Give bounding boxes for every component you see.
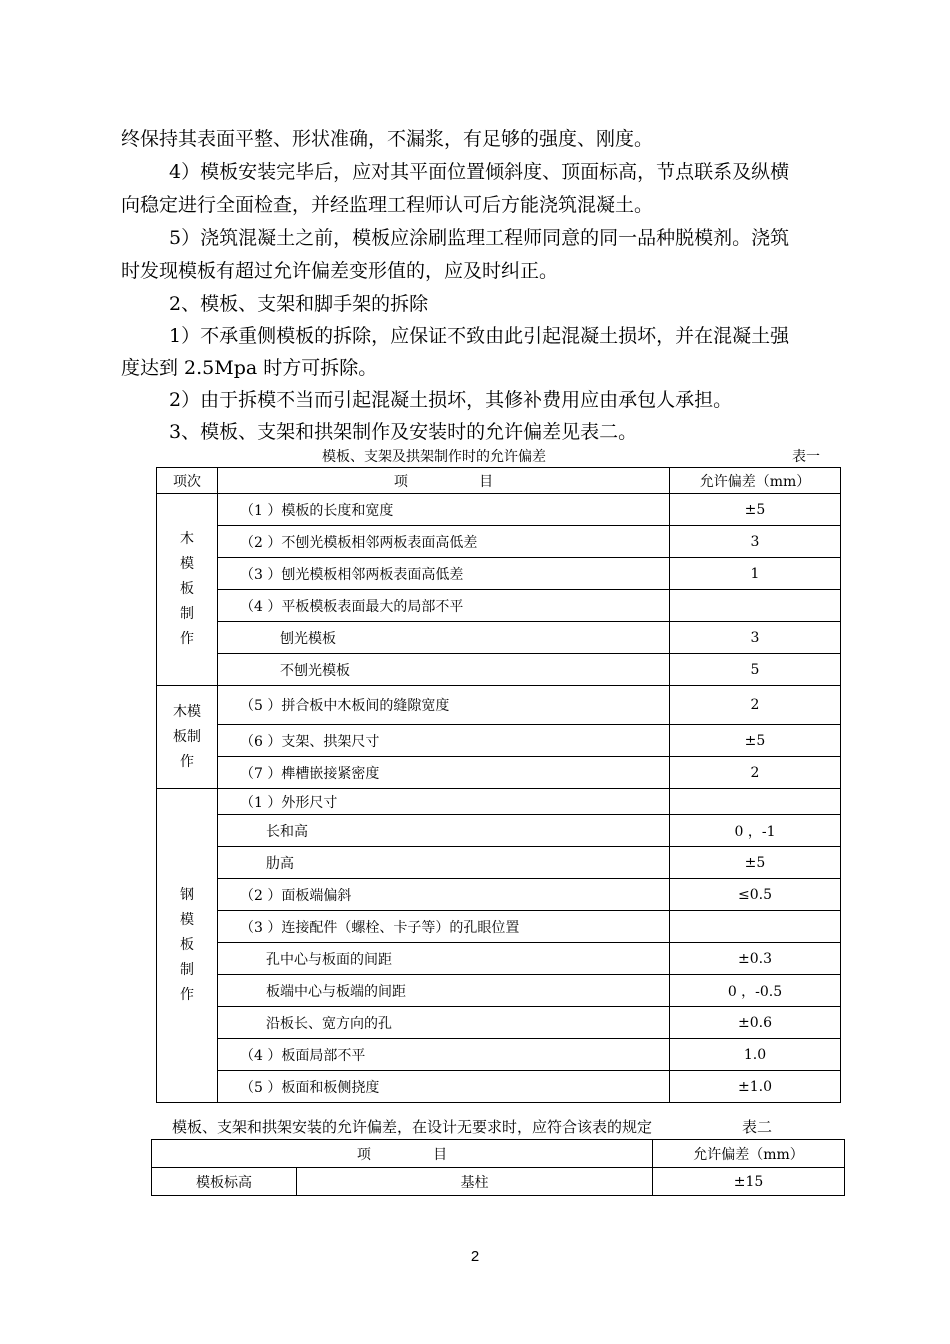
row-item: 不刨光模板 — [218, 654, 670, 686]
table-row — [157, 847, 841, 879]
tolerance-table-fabrication — [156, 467, 841, 1103]
table2-caption: 模板、支架和拱架安装的允许偏差，在设计无要求时，应符合该表的规定 — [172, 1118, 653, 1136]
row-tolerance — [670, 789, 841, 815]
table-header-row — [152, 1140, 845, 1168]
row-tolerance: 2 — [670, 757, 841, 789]
row-item: （7 ）榫槽嵌接紧密度 — [218, 757, 670, 789]
row-item: （3 ）连接配件（螺栓、卡子等）的孔眼位置 — [218, 911, 670, 943]
row-item: （3 ）刨光模板相邻两板表面高低差 — [218, 558, 670, 590]
row-tolerance: ±5 — [670, 847, 841, 879]
row-tolerance: 2 — [670, 686, 841, 725]
table-row — [157, 686, 841, 725]
table-row — [157, 789, 841, 815]
body-line-7: 1）不承重侧模板的拆除，应保证不致由此引起混凝土损坏，并在混凝土强 — [169, 325, 790, 347]
row-item: （4 ）平板模板表面最大的局部不平 — [218, 590, 670, 622]
table1-caption: 模板、支架及拱架制作时的允许偏差 — [322, 449, 546, 465]
table-row — [157, 622, 841, 654]
row-tolerance: 0 ，-0.5 — [670, 975, 841, 1007]
group-wood-formwork-2: 木模 板制 作 — [157, 686, 218, 789]
page-number: 2 — [470, 1248, 480, 1265]
row-tolerance: ±0.3 — [670, 943, 841, 975]
body-line-2: 4）模板安装完毕后，应对其平面位置倾斜度、顶面标高，节点联系及纵横 — [169, 161, 790, 183]
table-row — [157, 526, 841, 558]
header-index: 项次 — [157, 468, 218, 494]
tolerance-table-installation — [151, 1139, 845, 1196]
body-line-9: 2）由于拆模不当而引起混凝土损坏，其修补费用应由承包人承担。 — [169, 389, 733, 411]
body-line-1: 终保持其表面平整、形状准确，不漏浆，有足够的强度、刚度。 — [121, 128, 654, 150]
table-header-row — [157, 468, 841, 494]
row-item: （5 ）板面和板侧挠度 — [218, 1071, 670, 1103]
table-row — [157, 757, 841, 789]
body-line-3: 向稳定进行全面检查，并经监理工程师认可后方能浇筑混凝土。 — [121, 194, 654, 216]
row-item: （2 ）面板端偏斜 — [218, 879, 670, 911]
table-row — [157, 879, 841, 911]
group-steel-formwork: 钢 模 板 制 作 — [157, 789, 218, 1103]
header-item: 项 目 — [218, 468, 670, 494]
row-tolerance: ±0.6 — [670, 1007, 841, 1039]
row-tolerance: 1 — [670, 558, 841, 590]
table-row — [157, 590, 841, 622]
row-tolerance: 3 — [670, 526, 841, 558]
group-wood-formwork: 木 模 板 制 作 — [157, 494, 218, 686]
table-row — [157, 975, 841, 1007]
row-category: 模板标高 — [152, 1168, 297, 1196]
section-heading-tolerance: 3、模板、支架和拱架制作及安装时的允许偏差见表二。 — [169, 421, 638, 443]
row-item: （5 ）拼合板中木板间的缝隙宽度 — [218, 686, 670, 725]
row-tolerance: ±5 — [670, 725, 841, 757]
row-item: （1 ）模板的长度和宽度 — [218, 494, 670, 526]
body-line-4: 5）浇筑混凝土之前，模板应涂刷监理工程师同意的同一品种脱模剂。浇筑 — [169, 227, 790, 249]
row-tolerance: 1.0 — [670, 1039, 841, 1071]
table-row — [157, 654, 841, 686]
row-tolerance: ≤0.5 — [670, 879, 841, 911]
row-tolerance — [670, 911, 841, 943]
row-item: （2 ）不刨光模板相邻两板表面高低差 — [218, 526, 670, 558]
row-item: 刨光模板 — [218, 622, 670, 654]
table-row — [157, 1007, 841, 1039]
row-item: 沿板长、宽方向的孔 — [218, 1007, 670, 1039]
header-tolerance: 允许偏差（mm） — [653, 1140, 845, 1168]
table-row — [157, 1071, 841, 1103]
header-item: 项 目 — [152, 1140, 653, 1168]
table-row — [157, 1039, 841, 1071]
table-row — [157, 494, 841, 526]
table-row — [157, 815, 841, 847]
row-tolerance: 5 — [670, 654, 841, 686]
header-tolerance: 允许偏差（mm） — [670, 468, 841, 494]
row-tolerance — [670, 590, 841, 622]
row-tolerance: 0 ，-1 — [670, 815, 841, 847]
table-row — [157, 943, 841, 975]
row-item: 基柱 — [297, 1168, 653, 1196]
row-item: （1 ）外形尺寸 — [218, 789, 670, 815]
row-item: 长和高 — [218, 815, 670, 847]
table2-number: 表二 — [742, 1118, 773, 1136]
row-item: 肋高 — [218, 847, 670, 879]
row-tolerance: ±15 — [653, 1168, 845, 1196]
body-line-5: 时发现模板有超过允许偏差变形值的，应及时纠正。 — [121, 260, 559, 282]
table-row — [157, 911, 841, 943]
row-item: （4 ）板面局部不平 — [218, 1039, 670, 1071]
row-item: （6 ）支架、拱架尺寸 — [218, 725, 670, 757]
table-row — [157, 558, 841, 590]
row-item: 孔中心与板面的间距 — [218, 943, 670, 975]
table-row — [157, 725, 841, 757]
row-tolerance: 3 — [670, 622, 841, 654]
section-heading-removal: 2、模板、支架和脚手架的拆除 — [169, 293, 429, 315]
row-tolerance: ±1.0 — [670, 1071, 841, 1103]
body-line-8: 度达到 2.5Mpa 时方可拆除。 — [121, 357, 378, 379]
table1-number: 表一 — [792, 449, 820, 465]
row-item: 板端中心与板端的间距 — [218, 975, 670, 1007]
row-tolerance: ±5 — [670, 494, 841, 526]
table-row — [152, 1168, 845, 1196]
